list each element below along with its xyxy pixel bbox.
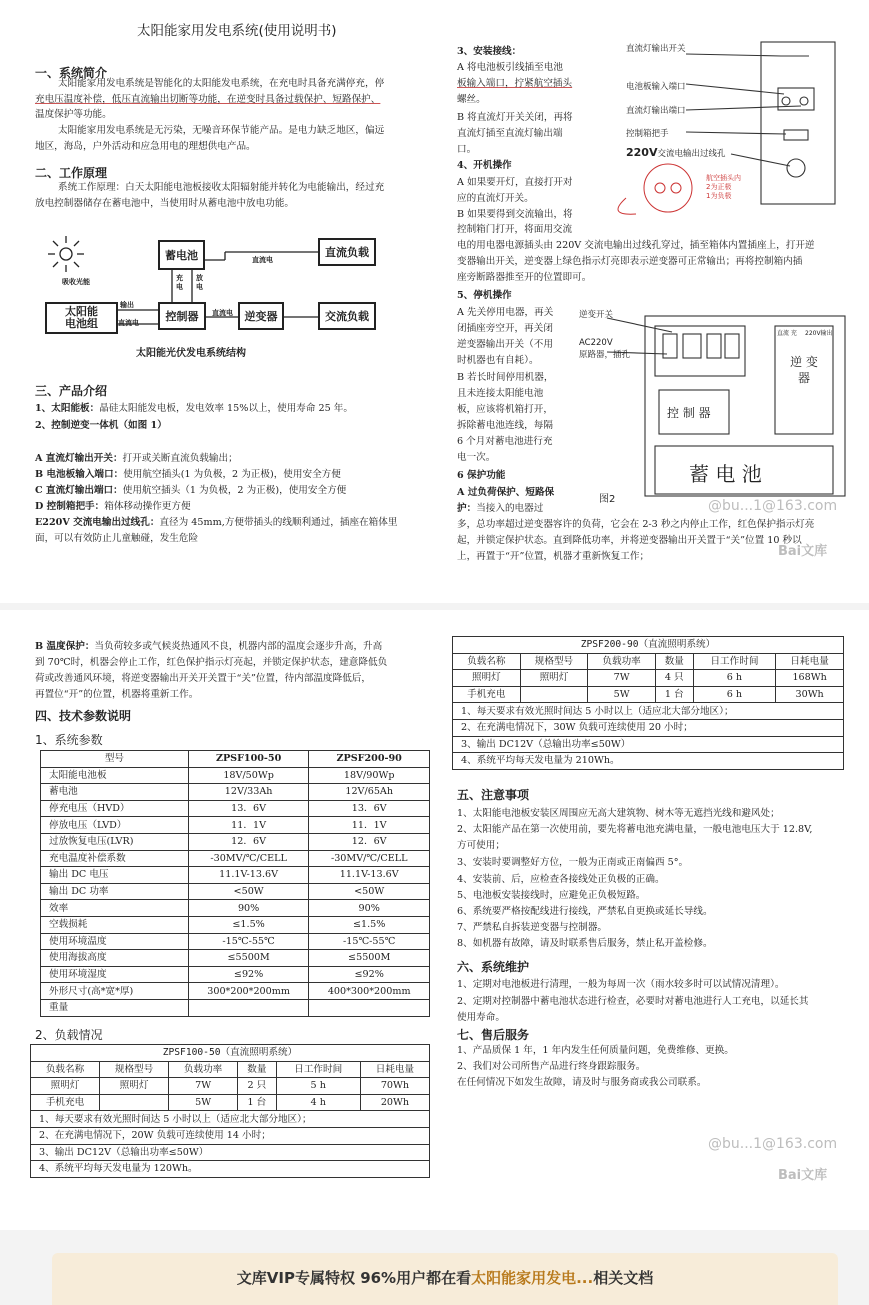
table-cell: 4 h	[276, 1094, 360, 1111]
table-cell: 7W	[588, 670, 656, 687]
table-cell: 6 h	[693, 686, 776, 703]
table-row	[31, 1127, 430, 1144]
table-cell: 11．1V	[188, 817, 309, 834]
table-cell: 蓄电池	[41, 784, 189, 801]
table-cell: 12V/65Ah	[309, 784, 430, 801]
table-cell: ≤92%	[188, 966, 309, 983]
diagram-controller-block: 控制器	[158, 302, 206, 330]
table-cell: 输出 DC 功率	[41, 883, 189, 900]
figure-2-label: 逆变开关	[579, 310, 614, 320]
startup-line: 控制箱门打开，将面用交流	[457, 224, 573, 235]
load-table-title: ZPSF100-50（直流照明系统）	[31, 1045, 430, 1062]
section-heading-product: 三、产品介绍	[35, 384, 108, 398]
protection-line: 护：当接入的电器过	[457, 503, 544, 514]
table-cell: 11．1V	[309, 817, 430, 834]
table-row	[453, 753, 844, 770]
table-cell: 400*300*200mm	[309, 983, 430, 1000]
figure-1-label: 直流灯输出开关	[626, 44, 686, 54]
table-cell: 停放电压（LVD）	[41, 817, 189, 834]
table-cell	[188, 999, 309, 1016]
maintenance-line: 使用寿命。	[457, 1012, 505, 1023]
protection-line: 起，并锁定保护状态。直到降低功率，并将逆变器输出开关置于“关”位置 10 秒以	[457, 535, 802, 546]
diagram-panel-label: 太阳能	[65, 305, 98, 318]
watermark-email: @bu...1@163.com	[708, 1136, 838, 1152]
startup-line: 座旁断路器推至开的位置即可。	[457, 272, 592, 283]
diagram-output-label: 输出	[120, 301, 134, 309]
table-header-row	[31, 1061, 430, 1078]
load-note: 3、输出 DC12V（总输出功率≤50W）	[453, 736, 844, 753]
table-cell: 30Wh	[776, 686, 844, 703]
startup-line: A 如果要开灯，直接打开对	[457, 177, 573, 188]
table-row	[41, 784, 430, 801]
table-cell: 照明灯	[100, 1078, 169, 1095]
load-note: 4、系统平均每天发电量为 120Wh。	[31, 1161, 430, 1178]
vip-related-docs-banner[interactable]	[52, 1253, 838, 1305]
temp-protection-line: 荷或改善通风环境，将逆变器输出开关开关置于“关”位置，待内部温度降低后，	[35, 673, 371, 684]
table-row	[31, 1094, 430, 1111]
table-row	[41, 900, 430, 917]
figure-2-label: AC220V	[579, 338, 613, 348]
install-line: 板输入端口，拧紧航空插头	[457, 78, 573, 89]
notes-line: 4、安装前、后，应检查各接线处正负极的正确。	[457, 874, 665, 885]
table-cell: <50W	[188, 883, 309, 900]
section-heading-shutdown: 5、停机操作	[457, 290, 512, 301]
document-page-1	[0, 0, 869, 603]
table-cell: 手机充电	[453, 686, 521, 703]
shutdown-line: B 若长时间停用机器，	[457, 372, 554, 383]
figure-1-note: 航空插头内 2为正极 1为负极	[706, 174, 741, 200]
table-cell: 重量	[41, 999, 189, 1016]
figure-2-controller: 控 制 器	[667, 406, 711, 420]
after-sales-line: 在任何情况下如发生故障，请及时与服务商或我公司联系。	[457, 1077, 707, 1088]
shutdown-line: 逆变器输出开关（不用	[457, 339, 553, 350]
table-row	[41, 817, 430, 834]
table-cell: 照明灯	[31, 1078, 100, 1095]
table-cell: 11.1V-13.6V	[188, 867, 309, 884]
table-cell: 数量	[238, 1061, 276, 1078]
table-cell: -30MV/℃/CELL	[309, 850, 430, 867]
startup-line: 应的直流灯开关。	[457, 193, 534, 204]
vip-highlight: 太阳能家用发电...	[471, 1269, 594, 1287]
diagram-caption: 太阳能光伏发电系统结构	[136, 348, 246, 359]
table-cell: 13．6V	[309, 800, 430, 817]
figure-2-caption: 图2	[599, 494, 616, 505]
table-cell	[309, 999, 430, 1016]
table-cell: 90%	[309, 900, 430, 917]
table-row	[453, 670, 844, 687]
figure-1-label: 控制箱把手	[626, 129, 669, 139]
diagram-dc-label: 直流电	[252, 256, 273, 264]
install-line: 口。	[457, 144, 477, 155]
document-title: 太阳能家用发电系统(使用说明书)	[137, 23, 337, 39]
section-heading-after-sales: 七、售后服务	[457, 1028, 530, 1042]
vip-banner-text[interactable]: 文库VIP专属特权 96%用户都在看太阳能家用发电...相关文档	[236, 1269, 654, 1287]
after-sales-line: 1、产品质保 1 年，1 年内发生任何质量问题，免费维修、更换。	[457, 1045, 734, 1056]
system-structure-diagram	[40, 230, 380, 365]
diagram-dc-load-block: 直流负载	[318, 238, 376, 266]
intro-line: 温度保护等功能。	[35, 109, 112, 120]
product-feature: C 直流灯输出端口：使用航空插头（1 为负极，2 为正极)，使用安全方便	[35, 485, 347, 496]
shutdown-line: 闭插座旁空开，再关闭	[457, 323, 553, 334]
protection-line: 多，总功率超过逆变器容许的负荷，它会在 2-3 秒之内停止工作，红色保护指示灯亮	[457, 519, 815, 530]
shutdown-line: 拆除蓄电池连线，每隔	[457, 420, 553, 431]
diagram-dc-label: 直流电	[118, 319, 139, 327]
table-cell: 12V/33Ah	[188, 784, 309, 801]
table-cell: 1 台	[238, 1094, 276, 1111]
principle-line: 放电控制器储存在蓄电池中，当使用时从蓄电池中放电功能。	[35, 198, 295, 209]
table-cell: -30MV/℃/CELL	[188, 850, 309, 867]
diagram-sun-label: 吸收光能	[62, 278, 90, 286]
diagram-charge-label: 充 电	[176, 274, 183, 291]
table-row	[31, 1161, 430, 1178]
table-cell: 20Wh	[360, 1094, 429, 1111]
table-cell: 负载名称	[453, 653, 521, 670]
table-cell: 规格型号	[100, 1061, 169, 1078]
figure-2-tag: 220V输出	[805, 330, 833, 337]
watermark-logo: Bai文库	[778, 544, 828, 559]
table-row	[41, 800, 430, 817]
product-item: 1、太阳能板：晶硅太阳能发电板，发电效率 15%以上，使用寿命 25 年。	[35, 403, 353, 414]
table-row	[41, 983, 430, 1000]
table-cell: ≤92%	[309, 966, 430, 983]
table-cell: 5W	[169, 1094, 238, 1111]
table-header-cell: 型号	[41, 751, 189, 768]
table-header-row	[453, 653, 844, 670]
table-cell: 4 只	[655, 670, 693, 687]
figure-2-device-sketch	[577, 308, 849, 508]
table-cell	[520, 686, 588, 703]
load-note: 4、系统平均每天发电量为 210Wh。	[453, 753, 844, 770]
diagram-battery-block: 蓄电池	[158, 240, 205, 270]
figure-1-label: 直流灯输出端口	[626, 106, 686, 116]
figure-2-tag: 直流 充	[777, 330, 797, 337]
table-cell: 11.1V-13.6V	[309, 867, 430, 884]
table-row	[41, 767, 430, 784]
table-cell: 输出 DC 电压	[41, 867, 189, 884]
table-cell: 2 只	[238, 1078, 276, 1095]
figure-1-label: 220V交流电输出过线孔	[626, 146, 726, 159]
notes-line: 1、太阳能电池板安装区周围应无高大建筑物、树木等无遮挡光线和避风处；	[457, 808, 780, 819]
table-header-row	[41, 751, 430, 768]
product-feature: B 电池板输入端口：使用航空插头(1 为负极，2 为正极)，使用安全方便	[35, 469, 341, 480]
load-table-zpsf200	[452, 636, 844, 770]
load-note: 1、每天要求有效光照时间达 5 小时以上（适应北大部分地区）；	[453, 703, 844, 720]
table-cell: 太阳能电池板	[41, 767, 189, 784]
startup-line: 电的用电器电源插头由 220V 交流电输出过线孔穿过，插至箱体内置插座上，打开逆	[457, 240, 815, 251]
table-cell: ≤5500M	[309, 950, 430, 967]
watermark-logo: Bai文库	[778, 1168, 828, 1183]
intro-line: 太阳能家用发电系统是无污染，无噪音环保节能产品。是电力缺乏地区，偏远	[58, 125, 385, 136]
diagram-discharge-label: 放 电	[196, 274, 203, 291]
figure-1-label: 电池板输入端口	[626, 82, 686, 92]
table-cell: 停充电压（HVD）	[41, 800, 189, 817]
table-cell: 12．6V	[309, 833, 430, 850]
shutdown-line: 板，应该将机箱打开，	[457, 404, 553, 415]
principle-line: 系统工作原理：白天太阳能电池板接收太阳辐射能并转化为电能输出，经过充	[58, 182, 385, 193]
install-line: 直流灯插至直流灯输出端	[457, 128, 563, 139]
table-row	[453, 686, 844, 703]
table-cell: 12．6V	[188, 833, 309, 850]
diagram-inverter-block: 逆变器	[238, 302, 284, 330]
section-heading-protection: 6 保护功能	[457, 470, 506, 481]
install-line: A 将电池板引线插至电池	[457, 62, 563, 73]
section-heading-principle: 二、工作原理	[35, 166, 108, 180]
table-cell: <50W	[309, 883, 430, 900]
table-cell: -15℃-55℃	[188, 933, 309, 950]
table-cell: 使用环境湿度	[41, 966, 189, 983]
table-cell: 规格型号	[520, 653, 588, 670]
load-note: 2、在充满电情况下，20W 负载可连续使用 14 小时；	[31, 1127, 430, 1144]
temp-protection-line: 到 70℃时，机器会停止工作，红色保护指示灯亮起，并锁定保护状态，建意降低负	[35, 657, 388, 668]
protection-line: A 过负荷保护、短路保	[457, 487, 555, 498]
notes-line: 8、如机器有故障，请及时联系售后服务，禁止私开盖检修。	[457, 938, 713, 949]
watermark-email: @bu...1@163.com	[708, 498, 838, 514]
startup-line: 变器输出开关，逆变器上绿色指示灯亮即表示逆变器可正常输出；再将控制箱内插	[457, 256, 803, 267]
table-cell: 手机充电	[31, 1094, 100, 1111]
protection-line: 上，再置于“开”位置，机器才重新恢复工作；	[457, 551, 650, 562]
shutdown-line: 电一次。	[457, 452, 496, 463]
table-cell: ≤1.5%	[188, 916, 309, 933]
table-cell: 使用海拔高度	[41, 950, 189, 967]
table-cell: 充电温度补偿系数	[41, 850, 189, 867]
table-cell: 168Wh	[776, 670, 844, 687]
section-heading-notes: 五、注意事项	[457, 788, 530, 802]
table-cell: 效率	[41, 900, 189, 917]
shutdown-line: 时机器也有自耗）。	[457, 355, 539, 366]
diagram-ac-load-block: 交流负载	[318, 302, 376, 330]
table-row	[41, 950, 430, 967]
section-heading-startup: 4、开机操作	[457, 160, 512, 171]
system-params-table	[40, 750, 430, 1017]
table-cell: 5W	[588, 686, 656, 703]
intro-line: 充电压温度补偿，低压直流输出切断等功能，在逆变时具备过载保护、短路保护、	[35, 94, 381, 105]
table-row	[41, 916, 430, 933]
load-table-zpsf100	[30, 1044, 430, 1178]
table-cell: 18V/50Wp	[188, 767, 309, 784]
table-row	[41, 867, 430, 884]
product-feature: D 控制箱把手：箱体移动操作更方便	[35, 501, 191, 512]
shutdown-line: 6 个月对蓄电池进行充	[457, 436, 553, 447]
notes-line: 7、严禁私自拆装逆变器与控制器。	[457, 922, 608, 933]
table-cell: 6 h	[693, 670, 776, 687]
table-row	[41, 999, 430, 1016]
product-feature: 面，可以有效防止儿童触碰，发生危险	[35, 533, 199, 544]
notes-line: 2、太阳能产品在第一次使用前，要先将蓄电池充满电量，一般电池电压大于 12.8V,	[457, 824, 813, 835]
temp-protection-line: 再置位“开”的位置，机器将重新工作。	[35, 689, 199, 700]
table-cell: 18V/90Wp	[309, 767, 430, 784]
section-heading-intro: 一、系统简介	[35, 66, 108, 80]
table-row	[31, 1111, 430, 1128]
product-item: 2、控制逆变一体机（如图 1）	[35, 420, 167, 431]
table-row	[41, 966, 430, 983]
table-row	[41, 933, 430, 950]
figure-2-label: 原路器，插孔	[579, 350, 631, 360]
table-cell: ≤1.5%	[309, 916, 430, 933]
table-cell: 日工作时间	[693, 653, 776, 670]
section-heading-tech-params: 四、技术参数说明	[35, 709, 132, 723]
table-cell: 负载名称	[31, 1061, 100, 1078]
table-row	[41, 833, 430, 850]
figure-2-battery: 蓄 电 池	[689, 462, 762, 486]
maintenance-line: 2、定期对控制器中蓄电池状态进行检查，必要时对蓄电池进行人工充电，以延长其	[457, 996, 809, 1007]
product-feature: A 直流灯输出开关：打开或关断直流负载输出；	[35, 453, 238, 464]
install-line: B 将直流灯开关关闭，再将	[457, 112, 573, 123]
load-note: 2、在充满电情况下，30W 负载可连续使用 20 小时；	[453, 719, 844, 736]
table-cell: 日耗电量	[360, 1061, 429, 1078]
startup-line: B 如果要得到交流输出，将	[457, 209, 573, 220]
table-row	[453, 736, 844, 753]
load-note: 3、输出 DC12V（总输出功率≤50W）	[31, 1144, 430, 1161]
maintenance-line: 1、定期对电池板进行清理，一般为每周一次（雨水较多时可以试情况清理）。	[457, 979, 785, 990]
table-cell: 日耗电量	[776, 653, 844, 670]
table-cell	[100, 1094, 169, 1111]
table-row	[31, 1144, 430, 1161]
after-sales-line: 2、我们对公司所售产品进行终身跟踪服务。	[457, 1061, 646, 1072]
document-page-2	[0, 610, 869, 1230]
shutdown-line: 且未连接太阳能电池	[457, 388, 544, 399]
diagram-solar-panel-block	[45, 302, 118, 334]
table-header-cell: ZPSF100-50	[188, 751, 309, 768]
table-cell: 日工作时间	[276, 1061, 360, 1078]
load-note: 1、每天要求有效光照时间达 5 小时以上（适应北大部分地区）；	[31, 1111, 430, 1128]
diagram-dc-label: 直流电	[212, 309, 233, 317]
table-cell: 使用环境温度	[41, 933, 189, 950]
notes-line: 方可使用；	[457, 840, 505, 851]
table-cell: 300*200*200mm	[188, 983, 309, 1000]
table-cell: 负载功率	[169, 1061, 238, 1078]
table-cell: 70Wh	[360, 1078, 429, 1095]
load-table-title: ZPSF200-90（直流照明系统）	[453, 637, 844, 654]
table-cell: -15℃-55℃	[309, 933, 430, 950]
install-line: 螺丝。	[457, 94, 486, 105]
temp-protection-line: B 温度保护：当负荷较多或气候炎热通风不良，机器内部的温度会逐步升高，升高	[35, 641, 383, 652]
table-cell: 空载损耗	[41, 916, 189, 933]
table-row	[41, 850, 430, 867]
table-row	[41, 883, 430, 900]
diagram-panel-label: 电池组	[65, 317, 98, 330]
table-header-cell: ZPSF200-90	[309, 751, 430, 768]
section-heading-install: 3、安装接线：	[457, 46, 522, 57]
table-cell: 7W	[169, 1078, 238, 1095]
table-cell: 过放恢复电压(LVR)	[41, 833, 189, 850]
notes-line: 6、系统要严格按配线进行接线，严禁私自更换或延长导线。	[457, 906, 713, 917]
subheading-load: 2、负载情况	[35, 1028, 103, 1042]
table-cell: ≤5500M	[188, 950, 309, 967]
table-cell: 照明灯	[453, 670, 521, 687]
table-cell: 负载功率	[588, 653, 656, 670]
table-cell: 13．6V	[188, 800, 309, 817]
table-cell: 外形尺寸(高*宽*厚)	[41, 983, 189, 1000]
intro-line: 地区，海岛，户外活动和应急用电的理想供电产品。	[35, 141, 256, 152]
figure-1-device-sketch	[596, 38, 848, 218]
table-row	[31, 1078, 430, 1095]
product-feature: E220V 交流电输出过线孔：直径为 45mm,方便带插头的线顺利通过，插座在箱体里	[35, 517, 398, 528]
table-cell: 1 台	[655, 686, 693, 703]
table-cell: 90%	[188, 900, 309, 917]
table-row	[453, 703, 844, 720]
figure-2-inverter: 逆 变 器	[790, 355, 818, 385]
table-cell: 照明灯	[520, 670, 588, 687]
table-row	[453, 719, 844, 736]
section-heading-maintenance: 六、系统维护	[457, 960, 530, 974]
table-cell: 数量	[655, 653, 693, 670]
intro-line: 太阳能家用发电系统是智能化的太阳能发电系统，在充电时具备充满停充，停	[58, 78, 385, 89]
shutdown-line: A 先关停用电器，再关	[457, 307, 554, 318]
notes-line: 3、安装时要调整好方位，一般为正南或正南偏西 5°。	[457, 857, 689, 868]
subheading-system-params: 1、系统参数	[35, 733, 103, 747]
table-cell: 5 h	[276, 1078, 360, 1095]
notes-line: 5、电池板安装接线时，应避免正负极短路。	[457, 890, 646, 901]
